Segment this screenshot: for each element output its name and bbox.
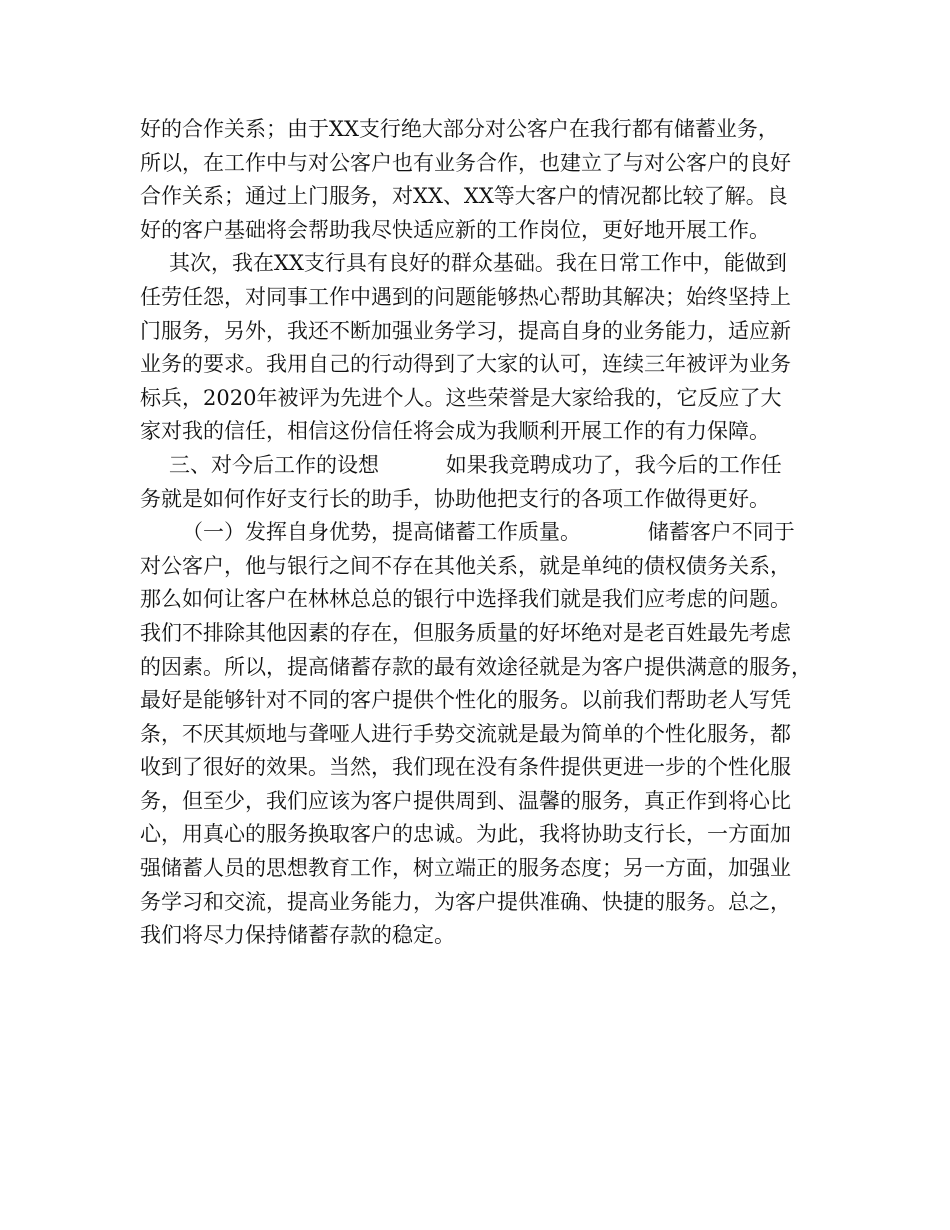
text-line: 家对我的信任，相信这份信任将会成为我顺利开展工作的有力保障。: [140, 419, 770, 444]
text-line: 最好是能够针对不同的客户提供个性化的服务。以前我们帮助老人写凭: [140, 688, 791, 713]
text-line: 我们将尽力保持储蓄存款的稳定。: [140, 923, 455, 948]
text-line: 务学习和交流，提高业务能力，为客户提供准确、快捷的服务。总之，: [140, 889, 791, 914]
text-line: 条，不厌其烦地与聋哑人进行手势交流就是最为简单的个性化服务，都: [140, 721, 791, 746]
document-body: [140, 113, 830, 953]
text-line: 业务的要求。我用自己的行动得到了大家的认可，连续三年被评为业务: [140, 352, 791, 377]
text-line: 收到了很好的效果。当然，我们现在没有条件提供更进一步的个性化服: [140, 755, 791, 780]
text-line: 好的客户基础将会帮助我尽快适应新的工作岗位，更好地开展工作。: [140, 217, 770, 242]
text-line: 务，但至少，我们应该为客户提供周到、温馨的服务，真正作到将心比: [140, 788, 791, 813]
text-line: 对公客户，他与银行之间不存在其他关系，就是单纯的债权债务关系，: [140, 553, 791, 578]
text-line: 我们不排除其他因素的存在，但服务质量的好坏绝对是老百姓最先考虑: [140, 620, 791, 645]
text-line: 所以，在工作中与对公客户也有业务合作，也建立了与对公客户的良好: [140, 150, 791, 175]
text-line: 强储蓄人员的思想教育工作，树立端正的服务态度；另一方面，加强业: [140, 856, 791, 881]
text-line: 标兵，2020年被评为先进个人。这些荣誉是大家给我的，它反应了大: [140, 385, 782, 410]
text-line: 的因素。所以，提高储蓄存款的最有效途径就是为客户提供满意的服务，: [140, 654, 812, 679]
text-line: 其次，我在XX支行具有良好的群众基础。我在日常工作中，能做到: [169, 251, 787, 276]
subsection-heading-line: （一）发挥自身优势，提高储蓄工作质量。 储蓄客户不同于: [182, 520, 795, 545]
text-line: 好的合作关系；由于XX支行绝大部分对公客户在我行都有储蓄业务，: [140, 117, 779, 141]
text-line: 门服务，另外，我还不断加强业务学习，提高自身的业务能力，适应新: [140, 318, 791, 343]
text-line: 那么如何让客户在林林总总的银行中选择我们就是我们应考虑的问题。: [140, 587, 791, 612]
text-line: 心，用真心的服务换取客户的忠诚。为此，我将协助支行长，一方面加: [140, 822, 791, 847]
text-line: 合作关系；通过上门服务，对XX、XX等大客户的情况都比较了解。良: [140, 184, 788, 209]
section-heading-line: 三、对今后工作的设想 如果我竞聘成功了，我今后的工作任: [169, 452, 782, 477]
text-line: 务就是如何作好支行长的助手，协助他把支行的各项工作做得更好。: [140, 486, 770, 511]
text-line: 任劳任怨，对同事工作中遇到的问题能够热心帮助其解决；始终坚持上: [140, 284, 791, 309]
